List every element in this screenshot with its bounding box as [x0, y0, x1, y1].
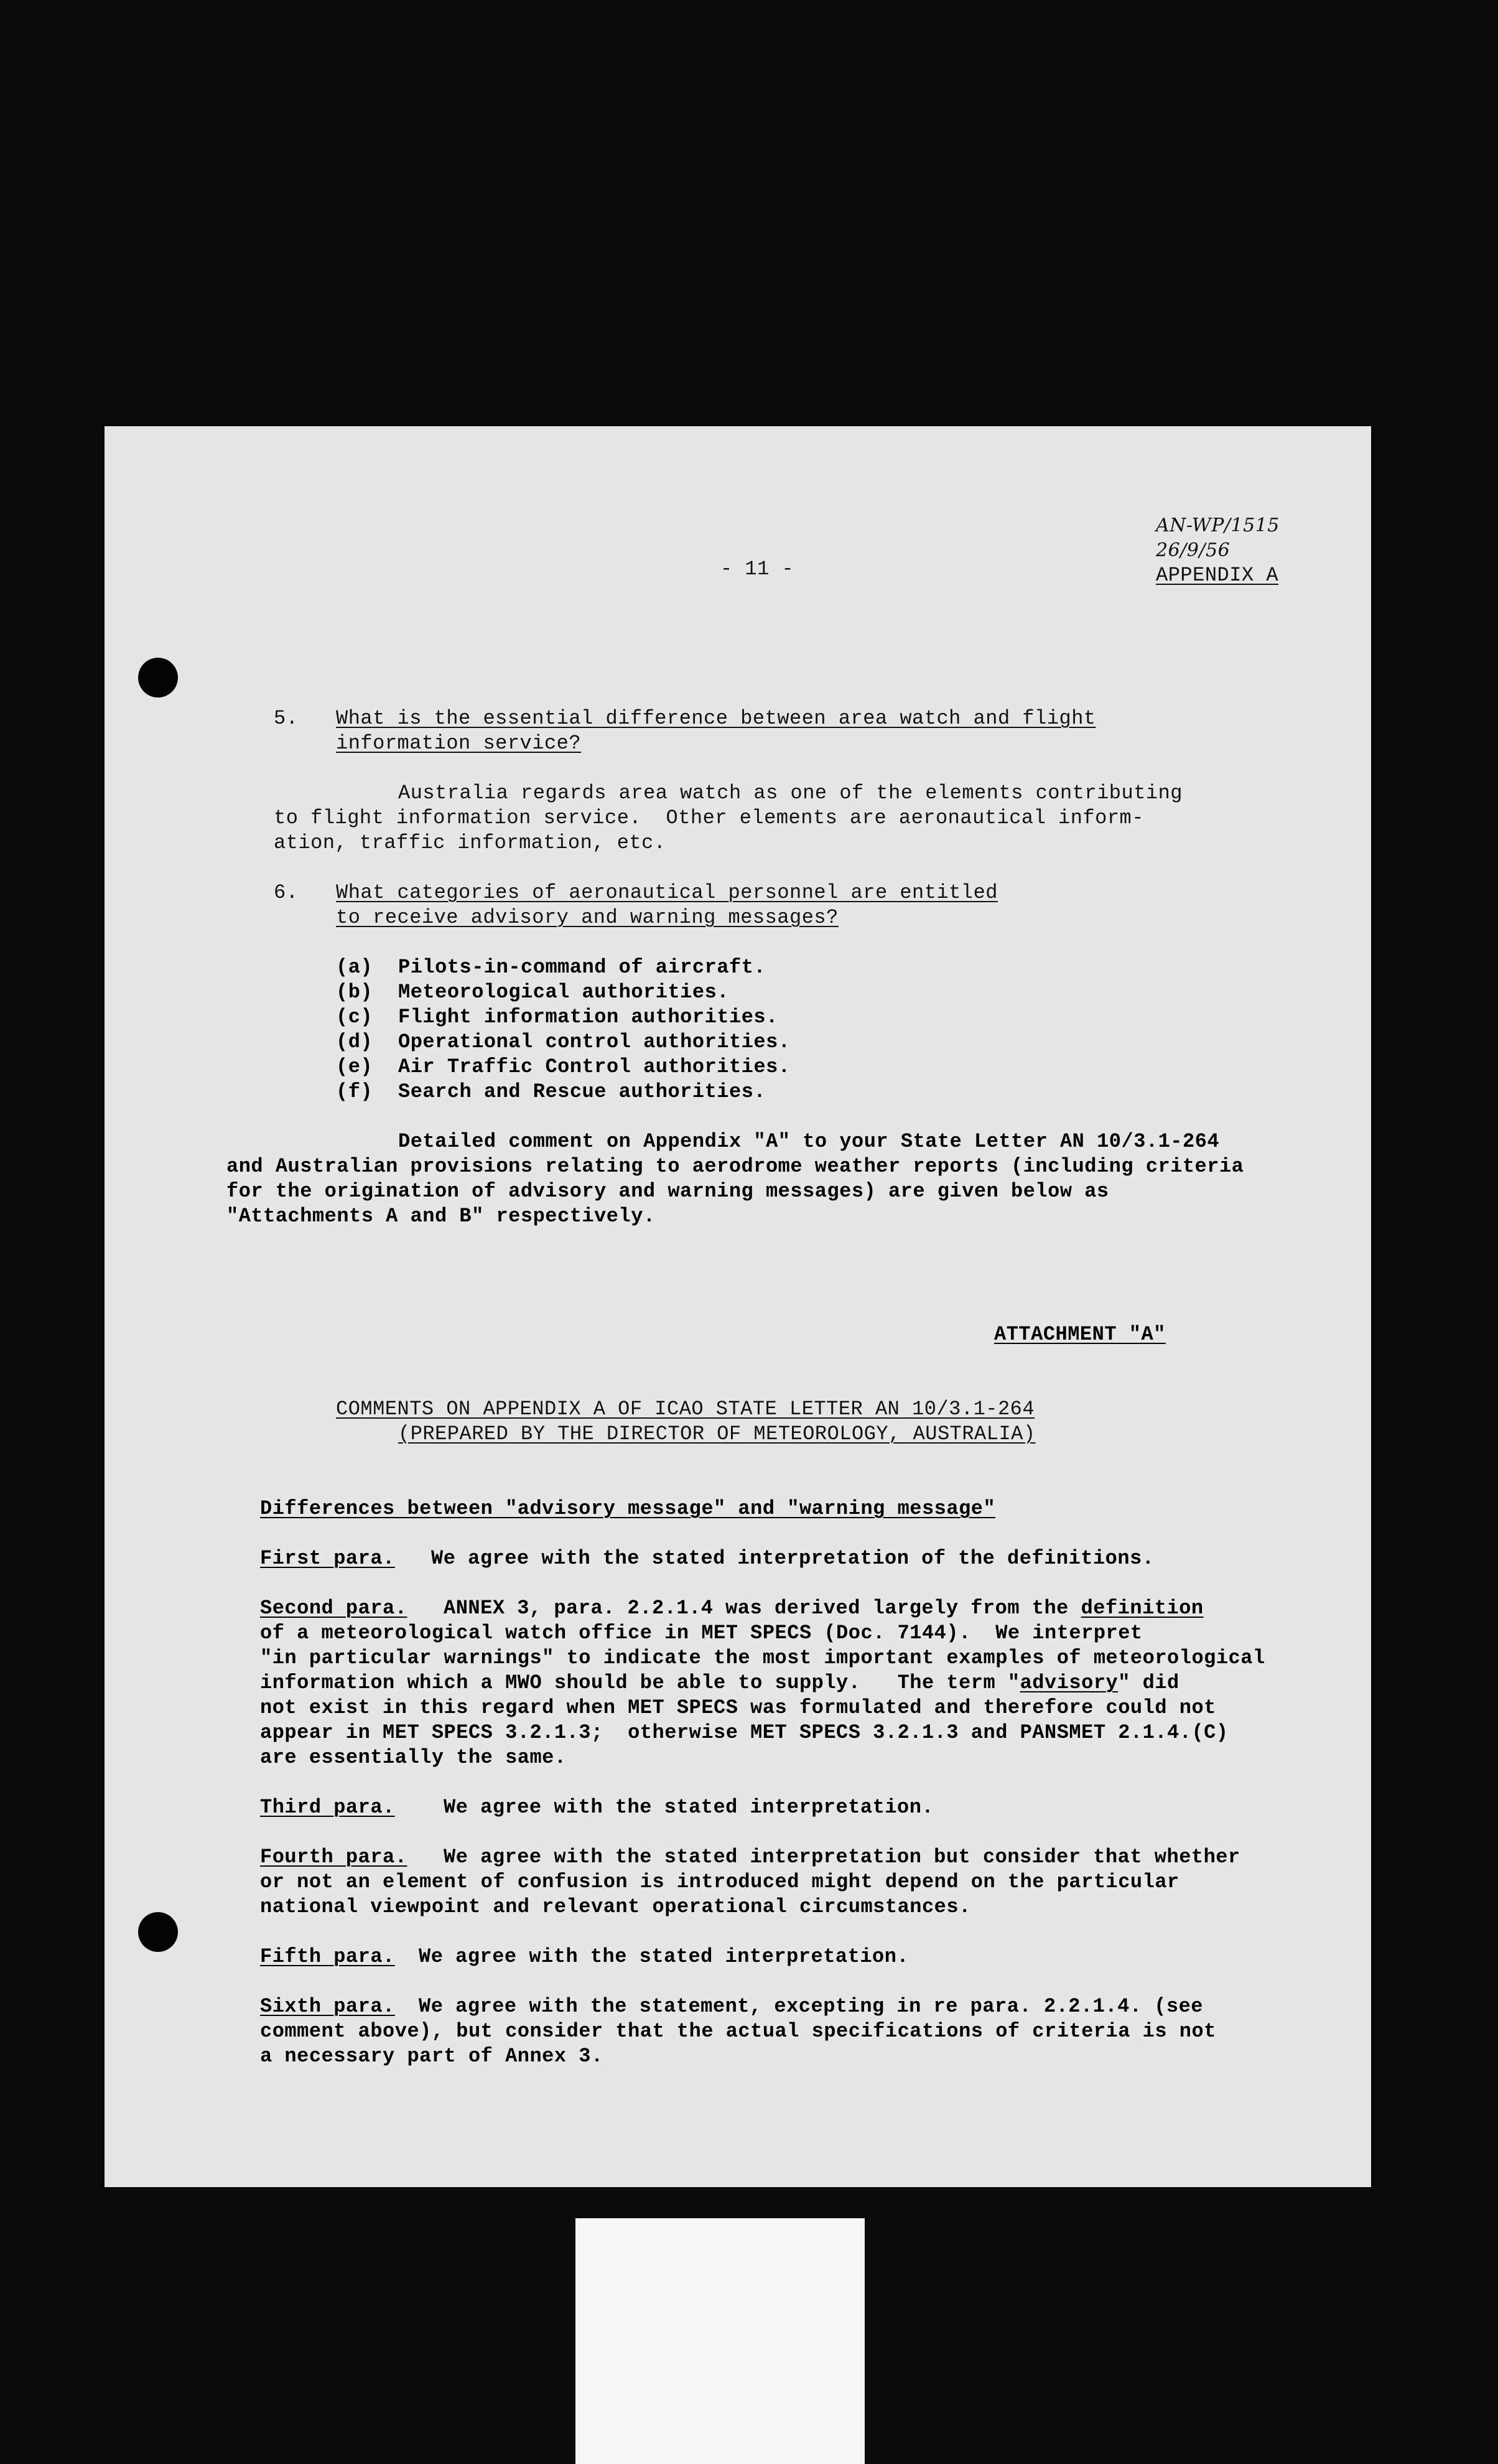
list-item-text: Flight information authorities.	[398, 1006, 778, 1029]
q6-question-line1: What categories of aeronautical personnel are entitled	[336, 881, 998, 904]
comment-line3: for the origination of advisory and warning messages) are given below as	[226, 1180, 1109, 1203]
second-para-label: Second para.	[260, 1597, 407, 1620]
q5-question-line1: What is the essential difference between area watch and flight	[336, 707, 1096, 730]
list-item-text: Pilots-in-command of aircraft.	[398, 956, 766, 979]
sixth-para-line2: comment above), but consider that the actual specifications of criteria is not	[260, 2020, 1216, 2043]
document-page	[105, 426, 1371, 2187]
first-para-label: First para.	[260, 1547, 395, 1570]
reference-date: 26/9/56	[1156, 539, 1230, 561]
sixth-para-line1: We agree with the statement, excepting in re para. 2.2.1.4. (see	[419, 1995, 1203, 2018]
page-number: - 11 -	[720, 558, 794, 581]
second-para-line4-end: " did	[1118, 1671, 1179, 1694]
q6-number: 6.	[274, 881, 299, 904]
list-item-label: (a)	[336, 956, 373, 979]
list-item-label: (b)	[336, 981, 373, 1004]
definition-emphasis: definition	[1081, 1597, 1204, 1620]
comment-line4: "Attachments A and B" respectively.	[226, 1205, 656, 1228]
second-para-line1	[444, 1596, 1204, 1621]
list-item-label: (d)	[336, 1030, 373, 1053]
q5-question-line2: information service?	[336, 732, 582, 755]
second-para-line6: appear in MET SPECS 3.2.1.3; otherwise MET SPECS 3.2.1.3 and PANSMET 2.1.4.(C)	[260, 1721, 1229, 1744]
sixth-para-line3: a necessary part of Annex 3.	[260, 2045, 603, 2068]
fifth-para-label: Fifth para.	[260, 1945, 395, 1968]
section-heading: Differences between "advisory message" and "warning message"	[260, 1497, 996, 1520]
list-item-text: Operational control authorities.	[398, 1030, 791, 1053]
comment-line2: and Australian provisions relating to aerodrome weather reports (including criteria	[226, 1155, 1244, 1178]
q5-answer-line2: to flight information service. Other elements are aeronautical inform-	[274, 806, 1144, 829]
fourth-para-line1: We agree with the stated interpretation but consider that whether	[444, 1846, 1240, 1869]
list-item-text: Search and Rescue authorities.	[398, 1080, 766, 1103]
reference-number: AN-WP/1515	[1156, 515, 1280, 536]
q5-answer-line1: Australia regards area watch as one of the elements contributing	[398, 782, 1183, 805]
comment-line1: Detailed comment on Appendix "A" to your State Letter AN 10/3.1-264	[398, 1130, 1220, 1153]
fourth-para-line3: national viewpoint and relevant operational circumstances.	[260, 1895, 971, 1918]
second-para-line2: of a meteorological watch office in MET SPECS (Doc. 7144). We interpret	[260, 1622, 1143, 1645]
advisory-emphasis: advisory	[1020, 1671, 1119, 1694]
fifth-para-text: We agree with the stated interpretation.	[419, 1945, 910, 1968]
second-para-line4	[260, 1671, 1179, 1696]
q6-question-line2: to receive advisory and warning messages?	[336, 906, 839, 929]
sixth-para-label: Sixth para.	[260, 1995, 395, 2018]
third-para-text: We agree with the stated interpretation.	[444, 1796, 934, 1819]
third-para-label: Third para.	[260, 1796, 395, 1819]
q5-answer-line3: ation, traffic information, etc.	[274, 831, 666, 854]
second-para-line3: "in particular warnings" to indicate the most important examples of meteorological	[260, 1646, 1265, 1669]
attachment-label: ATTACHMENT "A"	[994, 1323, 1166, 1346]
list-item-text: Meteorological authorities.	[398, 981, 729, 1004]
second-para-line7: are essentially the same.	[260, 1746, 567, 1769]
fourth-para-label: Fourth para.	[260, 1846, 407, 1869]
appendix-label: APPENDIX A	[1156, 564, 1279, 587]
list-item-label: (c)	[336, 1006, 373, 1029]
second-para-line1-text: ANNEX 3, para. 2.2.1.4 was derived largely from the	[444, 1597, 1081, 1620]
punch-hole-bottom	[138, 1912, 178, 1952]
attachment-title-line2: (PREPARED BY THE DIRECTOR OF METEOROLOGY, AUSTRALIA)	[398, 1422, 1036, 1445]
q5-number: 5.	[274, 707, 299, 730]
list-item-label: (e)	[336, 1055, 373, 1078]
second-para-line4-text: information which a MWO should be able to supply. The term "	[260, 1671, 1020, 1694]
fourth-para-line2: or not an element of confusion is introduced might depend on the particular	[260, 1870, 1179, 1893]
attachment-title-line1: COMMENTS ON APPENDIX A OF ICAO STATE LETTER AN 10/3.1-264	[336, 1398, 1035, 1421]
punch-hole-top	[138, 658, 178, 698]
list-item-text: Air Traffic Control authorities.	[398, 1055, 791, 1078]
second-para-line5: not exist in this regard when MET SPECS was formulated and therefore could not	[260, 1696, 1216, 1719]
list-item-label: (f)	[336, 1080, 373, 1103]
blank-card	[575, 2218, 865, 2464]
first-para-text: We agree with the stated interpretation of the definitions.	[431, 1547, 1155, 1570]
